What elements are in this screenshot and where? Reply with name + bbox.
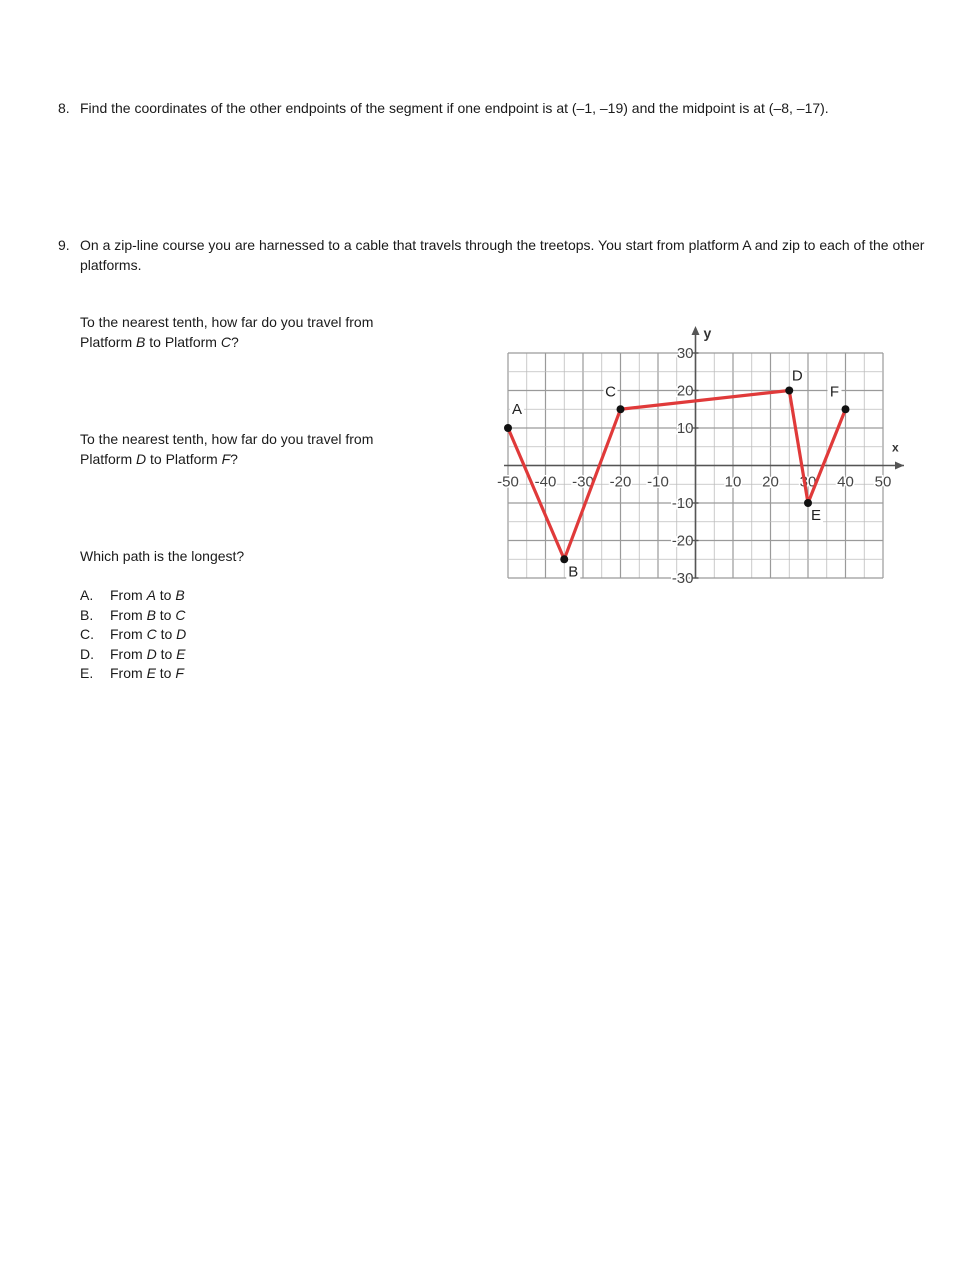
y-tick-label: -10 [671,495,694,512]
choice-text: From [110,665,147,681]
choice-text: From [110,587,147,603]
x-tick-label: -10 [647,473,669,491]
question-number: 9. [58,237,70,253]
question-text: Find the coordinates of the other endpoints of the segment if one endpoint is at (–1, –19) and the midpoint is at (–8, –17). [80,100,829,116]
platform-point-a [504,424,512,432]
platform-label-a: A [511,401,523,418]
x-tick-label: 30 [799,473,817,491]
choice-e[interactable] [80,664,186,684]
y-tick-label: 10 [676,420,694,437]
choice-text: From [110,626,147,642]
choice-text: From [110,645,147,662]
x-tick-label: -50 [497,473,519,491]
platform-point-e [804,499,812,507]
platform-label: D [176,626,187,642]
prompt-text: ? [230,451,238,467]
question-8 [58,98,938,118]
zip-line-graph [490,320,920,590]
prompt-text: To the nearest tenth, how far do you travel from Platform [80,314,374,350]
platform-label: C [175,606,186,623]
sub-question-longest: Which path is the longest? [80,548,245,564]
choice-text: to [156,645,177,662]
prompt-text: To the nearest tenth, how far do you travel from Platform [80,431,374,467]
choice-text: to [155,606,176,623]
question-number: 8. [58,100,70,116]
choice-text: to [155,665,176,681]
y-tick-label: 30 [676,345,694,362]
platform-point-c [617,405,625,413]
choice-a[interactable] [80,586,186,606]
x-tick-label: 50 [874,473,892,491]
x-tick-label: 20 [762,473,779,491]
prompt-text: to Platform [145,334,221,350]
platform-label: D [146,645,157,662]
answer-choices [80,586,186,684]
platform-label-e: E [810,507,822,524]
choice-b[interactable] [80,606,186,626]
platform-label: E [146,665,156,681]
prompt-text: to Platform [146,451,222,467]
y-axis-arrow [692,326,700,335]
question-text: On a zip-line course you are harnessed to a cable that travels through the treetops. You start from platform A and zip to each of the other platforms. [80,237,925,273]
x-tick-label: 40 [837,473,854,491]
platform-label: C [220,334,231,350]
choice-text: From [110,606,147,623]
platform-label-d: D [791,367,803,385]
x-tick-label: 10 [724,473,742,491]
platform-label: C [146,626,157,642]
prompt-text: ? [230,334,239,350]
platform-label: A [146,587,156,603]
platform-point-f [842,405,850,413]
choice-letter: C. [80,626,94,642]
choice-letter: A. [80,587,94,603]
x-axis-arrow [895,462,904,470]
question-9 [58,235,928,275]
y-tick-label: -30 [671,570,694,587]
platform-label: D [136,451,147,467]
choice-c[interactable] [80,625,186,645]
sub-question-d-to-f [80,429,410,469]
platform-label: B [136,334,146,350]
y-tick-label: 20 [676,382,694,400]
platform-point-b [560,555,568,563]
platform-label: B [146,606,156,623]
platform-label-f: F [829,383,840,401]
platform-label: E [176,645,186,662]
platform-label-c: C [605,383,616,401]
choice-letter: E. [80,665,94,681]
x-tick-label: -20 [609,473,632,491]
choice-text: to [156,626,177,642]
choice-letter: B. [80,606,94,623]
x-axis-label: x [892,440,899,455]
sub-question-b-to-c [80,312,410,352]
choice-d[interactable] [80,645,186,665]
platform-point-d [785,387,793,395]
platform-label: F [175,665,184,681]
platform-label-b: B [568,563,579,581]
y-tick-label: -20 [671,532,694,550]
choice-text: to [155,587,176,603]
y-axis-label: y [703,325,712,341]
platform-label: F [221,451,231,467]
x-tick-label: -40 [534,473,557,491]
choice-letter: D. [80,645,94,662]
platform-label: B [175,587,185,603]
x-tick-label: -30 [572,473,594,491]
